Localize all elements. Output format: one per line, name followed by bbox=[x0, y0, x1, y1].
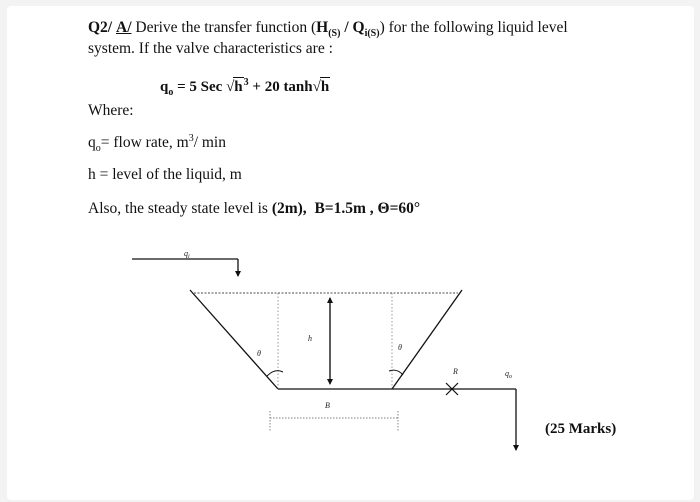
level-definition: h = level of the liquid, m bbox=[88, 166, 242, 183]
eq-part2: + 20 tanh bbox=[248, 79, 313, 95]
height-label: h bbox=[308, 334, 312, 343]
flow-sup: 3 bbox=[188, 132, 194, 144]
separator: , bbox=[365, 200, 378, 217]
eq-lhs-sub: o bbox=[168, 87, 174, 98]
theta-value: Θ=60° bbox=[377, 200, 421, 217]
question-number: Q2/ bbox=[88, 19, 113, 36]
inflow-label: $q_i$ bbox=[184, 249, 190, 260]
b-value: B=1.5m bbox=[314, 200, 366, 217]
angle-arc-right bbox=[389, 370, 403, 375]
valve-label: R bbox=[453, 367, 458, 376]
base-label: B bbox=[325, 401, 330, 410]
h-symbol: H bbox=[316, 19, 329, 36]
also-text: Also, the steady state level is bbox=[88, 200, 272, 217]
eq-sqrt1: h bbox=[234, 79, 243, 95]
angle-arc-left bbox=[267, 371, 283, 376]
flow-symbol: q bbox=[88, 134, 96, 151]
eq-lhs: q bbox=[160, 79, 169, 95]
flow-text: = flow rate, m bbox=[100, 134, 189, 151]
base-dimension bbox=[270, 411, 398, 431]
q-subscript: i(S) bbox=[364, 28, 380, 40]
eq-sqrt2: h bbox=[320, 79, 330, 95]
level-value: (2m), bbox=[271, 200, 307, 217]
sqrt-sign-2: √ bbox=[312, 79, 321, 95]
angle-label-right: θ bbox=[398, 343, 402, 352]
tank-walls bbox=[190, 290, 462, 389]
sqrt-sign-1: √ bbox=[226, 79, 235, 95]
h-subscript: (S) bbox=[328, 28, 341, 40]
question-line-2: system. If the valve characteristics are : bbox=[88, 40, 333, 57]
eq-part1: = 5 Sec bbox=[173, 79, 227, 95]
outlet-pipe bbox=[392, 389, 516, 450]
inflow-pipe bbox=[132, 259, 238, 276]
flow-unit: / min bbox=[193, 134, 226, 151]
flow-sub: o bbox=[95, 143, 101, 155]
q-symbol: Q bbox=[352, 19, 365, 36]
marks-label: (25 Marks) bbox=[545, 421, 617, 437]
where-label: Where: bbox=[88, 102, 134, 119]
question-text-before: Derive the transfer function ( bbox=[131, 19, 317, 36]
outflow-label: $q_o$ bbox=[505, 369, 512, 380]
ratio-slash: / bbox=[340, 19, 353, 36]
angle-label-left: θ bbox=[257, 349, 261, 358]
eq-sqrt1-sup: 3 bbox=[243, 77, 249, 88]
question-text-after: ) for the following liquid level bbox=[379, 19, 568, 36]
question-part: A/ bbox=[116, 19, 132, 36]
